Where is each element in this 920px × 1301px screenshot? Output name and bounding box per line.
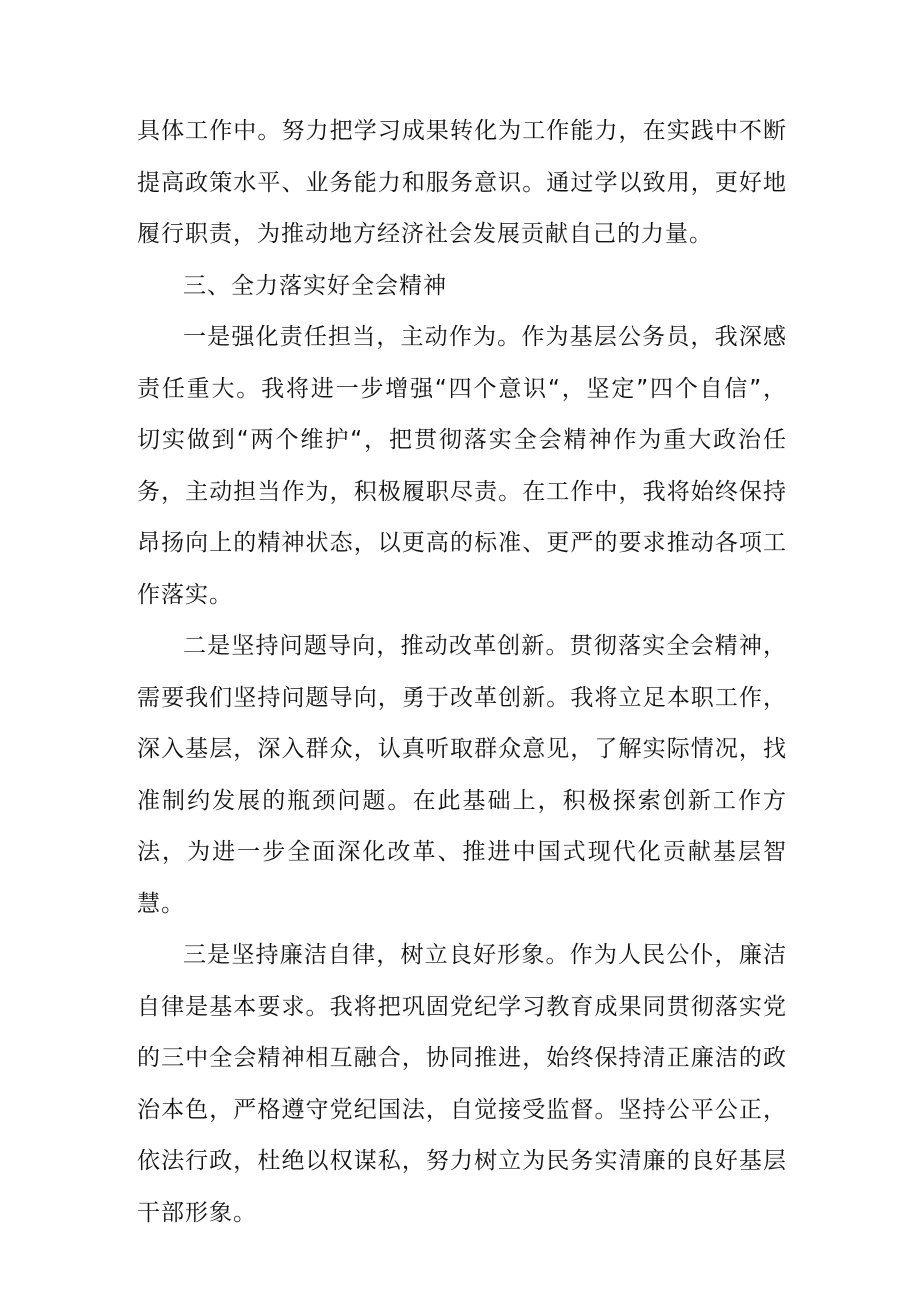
section-heading: 三、全力落实好全会精神 <box>183 272 447 299</box>
document-body <box>137 106 787 1239</box>
paragraph-reform: 二是坚持问题导向，推动改革创新。贯彻落实全会精神，需要我们坚持问题导向，勇于改革创新。我将立足本职工作，深入基层，深入群众，认真听取群众意见，了解实际情况，找准制约发展的瓶颈问题。在此基础上，积极探索创新工作方法，为进一步全面深化改革、推进中国式现代化贡献基层智慧。 <box>137 633 787 917</box>
paragraph-integrity: 三是坚持廉洁自律，树立良好形象。作为人民公仆，廉洁自律是基本要求。我将把巩固党纪学习教育成果同贯彻落实党的三中全会精神相互融合，协同推进，始终保持清正廉洁的政治本色，严格遵守党纪国法，自觉接受监督。坚持公平公正，依法行政，杜绝以权谋私，努力树立为民务实清廉的良好基层干部形象。 <box>137 942 787 1226</box>
paragraph-responsibility: 一是强化责任担当，主动作为。作为基层公务员，我深感责任重大。我将进一步增强“四个意识“，坚定”四个自信”，切实做到“两个维护“，把贯彻落实全会精神作为重大政治任务，主动担当作为，积极履职尽责。在工作中，我将始终保持昂扬向上的精神状态，以更高的标准、更严的要求推动各项工作落实。 <box>137 324 787 608</box>
paragraph-continuation: 具体工作中。努力把学习成果转化为工作能力，在实践中不断提高政策水平、业务能力和服务意识。通过学以致用，更好地履行职责，为推动地方经济社会发展贡献自己的力量。 <box>137 118 787 247</box>
